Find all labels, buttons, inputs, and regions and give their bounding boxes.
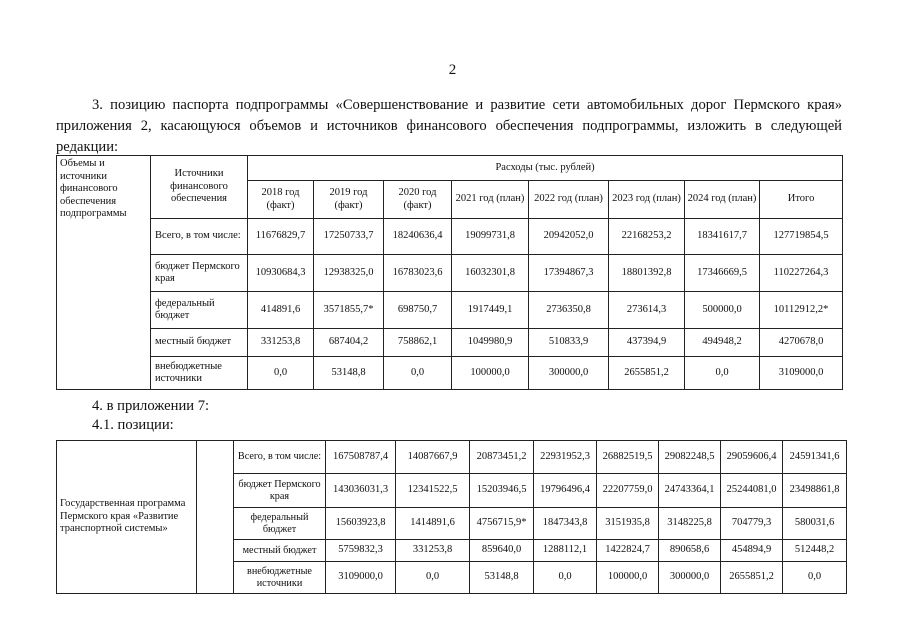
paragraph-3: 3. позицию паспорта подпрограммы «Совершенствование и развитие сети автомобильных дорог Пермского края» приложения 2, касающуюся объемов и источников финансового обеспечения подпрограммы, изложить в следующей редакции: <box>56 97 842 155</box>
value-cell: 100000,0 <box>597 562 659 594</box>
value-cell: 22207759,0 <box>597 474 659 508</box>
value-cell: 3571855,7* <box>314 292 384 329</box>
value-cell: 580031,6 <box>783 508 847 540</box>
item-4-heading: 4. в приложении 7: <box>92 398 210 414</box>
subprogram-funding-table <box>56 155 843 390</box>
value-cell: 167508787,4 <box>326 441 396 474</box>
value-cell: 704779,3 <box>721 508 783 540</box>
value-cell: 4270678,0 <box>760 329 843 357</box>
year-header: 2021 год (план) <box>452 181 529 219</box>
value-cell: 331253,8 <box>396 540 470 562</box>
value-cell: 29059606,4 <box>721 441 783 474</box>
value-cell: 1288112,1 <box>534 540 597 562</box>
value-cell: 5759832,3 <box>326 540 396 562</box>
year-header: 2019 год (факт) <box>314 181 384 219</box>
value-cell: 3151935,8 <box>597 508 659 540</box>
value-cell: 53148,8 <box>314 357 384 390</box>
value-cell: 14087667,9 <box>396 441 470 474</box>
table-row <box>57 329 843 357</box>
value-cell: 19099731,8 <box>452 219 529 255</box>
program-name-cell <box>57 441 197 594</box>
value-cell: 17250733,7 <box>314 219 384 255</box>
source-cell: внебюджетные источники <box>151 357 248 390</box>
value-cell: 3109000,0 <box>326 562 396 594</box>
value-cell: 3148225,8 <box>659 508 721 540</box>
value-cell: 26882519,5 <box>597 441 659 474</box>
value-cell: 110227264,3 <box>760 255 843 292</box>
value-cell: 18801392,8 <box>609 255 685 292</box>
value-cell: 20873451,2 <box>470 441 534 474</box>
value-cell: 18341617,7 <box>685 219 760 255</box>
source-cell: Всего, в том числе: <box>234 441 326 474</box>
value-cell: 19796496,4 <box>534 474 597 508</box>
value-cell: 15603923,8 <box>326 508 396 540</box>
value-cell: 10930684,3 <box>248 255 314 292</box>
source-cell: федеральный бюджет <box>151 292 248 329</box>
value-cell: 23498861,8 <box>783 474 847 508</box>
source-cell: бюджет Пермского края <box>234 474 326 508</box>
item-4-1-heading: 4.1. позиции: <box>92 417 174 433</box>
source-cell: бюджет Пермского края <box>151 255 248 292</box>
value-cell: 11676829,7 <box>248 219 314 255</box>
program-name: Государственная программа Пермского края «Развитие транспортной системы» <box>60 498 186 535</box>
source-cell: Всего, в том числе: <box>151 219 248 255</box>
value-cell: 300000,0 <box>529 357 609 390</box>
value-cell: 1414891,6 <box>396 508 470 540</box>
value-cell: 494948,2 <box>685 329 760 357</box>
value-cell: 510833,9 <box>529 329 609 357</box>
value-cell: 17346669,5 <box>685 255 760 292</box>
value-cell: 512448,2 <box>783 540 847 562</box>
page-number: 2 <box>448 62 457 78</box>
value-cell: 437394,9 <box>609 329 685 357</box>
value-cell: 143036031,3 <box>326 474 396 508</box>
sources-header: Источники финансового обеспечения <box>151 156 248 219</box>
value-cell: 758862,1 <box>384 329 452 357</box>
expenses-header: Расходы (тыс. рублей) <box>248 156 843 181</box>
table-row <box>57 255 843 292</box>
value-cell: 331253,8 <box>248 329 314 357</box>
value-cell: 454894,9 <box>721 540 783 562</box>
value-cell: 687404,2 <box>314 329 384 357</box>
value-cell: 1847343,8 <box>534 508 597 540</box>
year-header: 2020 год (факт) <box>384 181 452 219</box>
table-row <box>57 357 843 390</box>
value-cell: 15203946,5 <box>470 474 534 508</box>
value-cell: 2655851,2 <box>609 357 685 390</box>
empty-cell <box>197 441 234 594</box>
table-row <box>57 292 843 329</box>
value-cell: 0,0 <box>783 562 847 594</box>
value-cell: 500000,0 <box>685 292 760 329</box>
value-cell: 0,0 <box>685 357 760 390</box>
value-cell: 22931952,3 <box>534 441 597 474</box>
value-cell: 17394867,3 <box>529 255 609 292</box>
funding-label-cell <box>57 156 151 390</box>
total-header: Итого <box>760 181 843 219</box>
value-cell: 0,0 <box>534 562 597 594</box>
funding-label: Объемы и источники финансового обеспечения подпрограммы <box>60 158 127 219</box>
value-cell: 25244081,0 <box>721 474 783 508</box>
value-cell: 0,0 <box>248 357 314 390</box>
value-cell: 414891,6 <box>248 292 314 329</box>
value-cell: 22168253,2 <box>609 219 685 255</box>
program-funding-table <box>56 440 847 594</box>
value-cell: 2736350,8 <box>529 292 609 329</box>
value-cell: 16783023,6 <box>384 255 452 292</box>
year-header: 2024 год (план) <box>685 181 760 219</box>
year-header: 2018 год (факт) <box>248 181 314 219</box>
value-cell: 0,0 <box>396 562 470 594</box>
value-cell: 273614,3 <box>609 292 685 329</box>
value-cell: 53148,8 <box>470 562 534 594</box>
year-header: 2023 год (план) <box>609 181 685 219</box>
source-cell: внебюджетные источники <box>234 562 326 594</box>
value-cell: 4756715,9* <box>470 508 534 540</box>
value-cell: 300000,0 <box>659 562 721 594</box>
value-cell: 1422824,7 <box>597 540 659 562</box>
source-cell: федеральный бюджет <box>234 508 326 540</box>
value-cell: 0,0 <box>384 357 452 390</box>
value-cell: 29082248,5 <box>659 441 721 474</box>
year-header: 2022 год (план) <box>529 181 609 219</box>
value-cell: 12341522,5 <box>396 474 470 508</box>
value-cell: 24743364,1 <box>659 474 721 508</box>
value-cell: 100000,0 <box>452 357 529 390</box>
value-cell: 18240636,4 <box>384 219 452 255</box>
value-cell: 127719854,5 <box>760 219 843 255</box>
value-cell: 1049980,9 <box>452 329 529 357</box>
value-cell: 10112912,2* <box>760 292 843 329</box>
source-cell: местный бюджет <box>234 540 326 562</box>
value-cell: 859640,0 <box>470 540 534 562</box>
value-cell: 12938325,0 <box>314 255 384 292</box>
table-row <box>57 219 843 255</box>
value-cell: 20942052,0 <box>529 219 609 255</box>
value-cell: 698750,7 <box>384 292 452 329</box>
value-cell: 24591341,6 <box>783 441 847 474</box>
source-cell: местный бюджет <box>151 329 248 357</box>
value-cell: 2655851,2 <box>721 562 783 594</box>
value-cell: 3109000,0 <box>760 357 843 390</box>
value-cell: 16032301,8 <box>452 255 529 292</box>
table-row <box>57 441 847 474</box>
value-cell: 890658,6 <box>659 540 721 562</box>
value-cell: 1917449,1 <box>452 292 529 329</box>
